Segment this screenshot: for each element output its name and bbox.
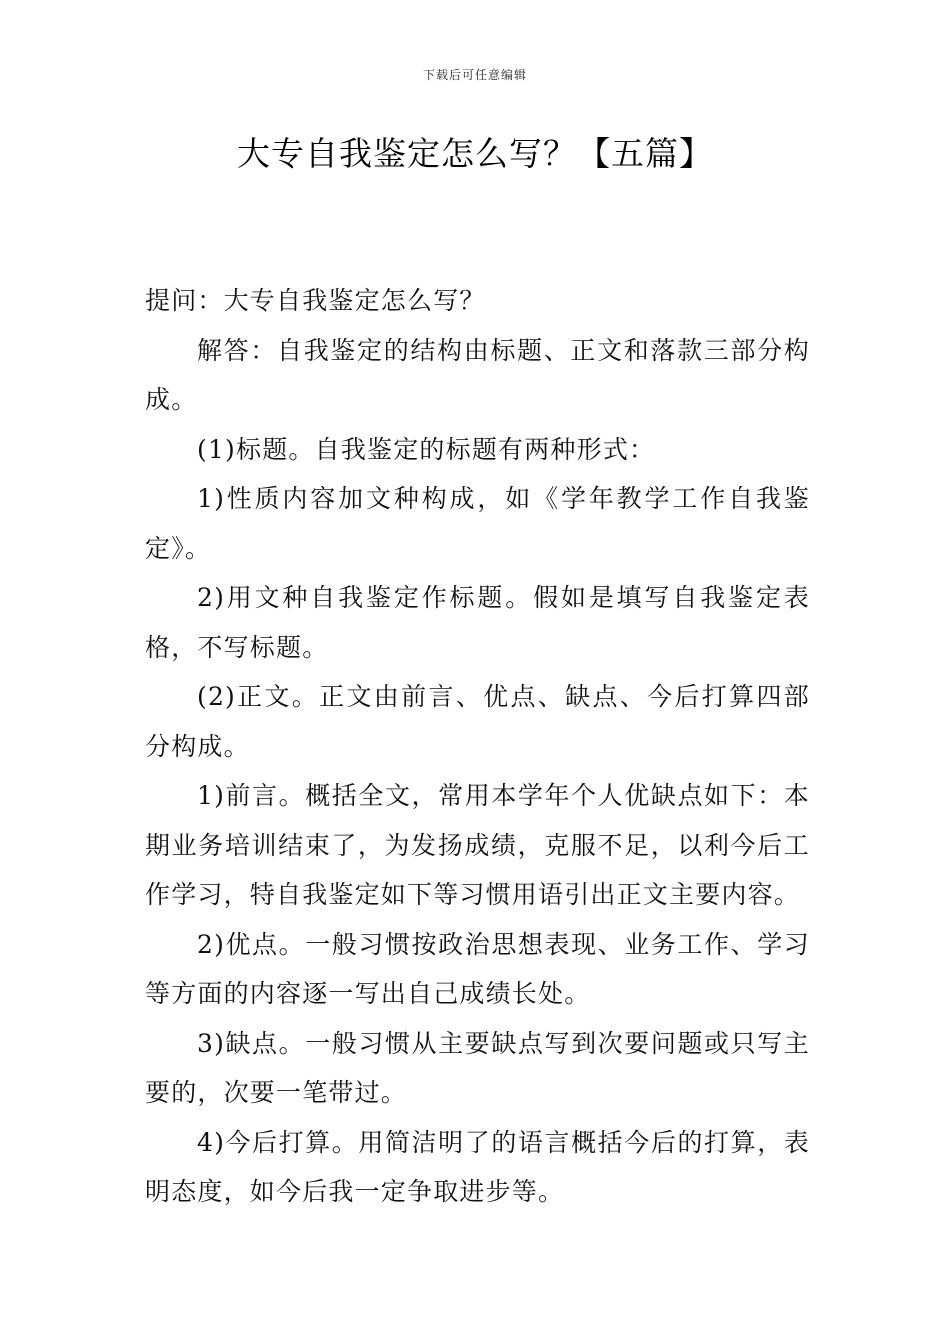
paragraph-weaknesses: 3)缺点。一般习惯从主要缺点写到次要问题或只写主要的，次要一笔带过。 <box>145 1028 810 1107</box>
paragraph-body-section: (2)正文。正文由前言、优点、缺点、今后打算四部分构成。 <box>145 682 810 761</box>
paragraph-question: 提问：大专自我鉴定怎么写？ <box>145 286 486 315</box>
paragraph-preface: 1)前言。概括全文，常用本学年个人优缺点如下：本期业务培训结束了，为发扬成绩，克服不足，以利今后工作学习，特自我鉴定如下等习惯用语引出正文主要内容。 <box>145 781 810 909</box>
paragraph-answer: 解答：自我鉴定的结构由标题、正文和落款三部分构成。 <box>145 335 810 414</box>
paragraph-future-plans: 4)今后打算。用简洁明了的语言概括今后的打算，表明态度，如今后我一定争取进步等。 <box>145 1127 810 1206</box>
document-title: 大专自我鉴定怎么写？【五篇】 <box>237 134 713 173</box>
paragraph-title-form-2: 2)用文种自我鉴定作标题。假如是填写自我鉴定表格，不写标题。 <box>145 583 810 662</box>
document-body <box>145 276 810 1217</box>
paragraph-title-section: (1)标题。自我鉴定的标题有两种形式： <box>197 434 656 464</box>
paragraph-strengths: 2)优点。一般习惯按政治思想表现、业务工作、学习等方面的内容逐一写出自己成绩长处。 <box>145 929 810 1008</box>
header-note: 下载后可任意编辑 <box>422 68 527 82</box>
paragraph-title-form-1: 1)性质内容加文种构成，如《学年教学工作自我鉴定》。 <box>145 484 810 563</box>
